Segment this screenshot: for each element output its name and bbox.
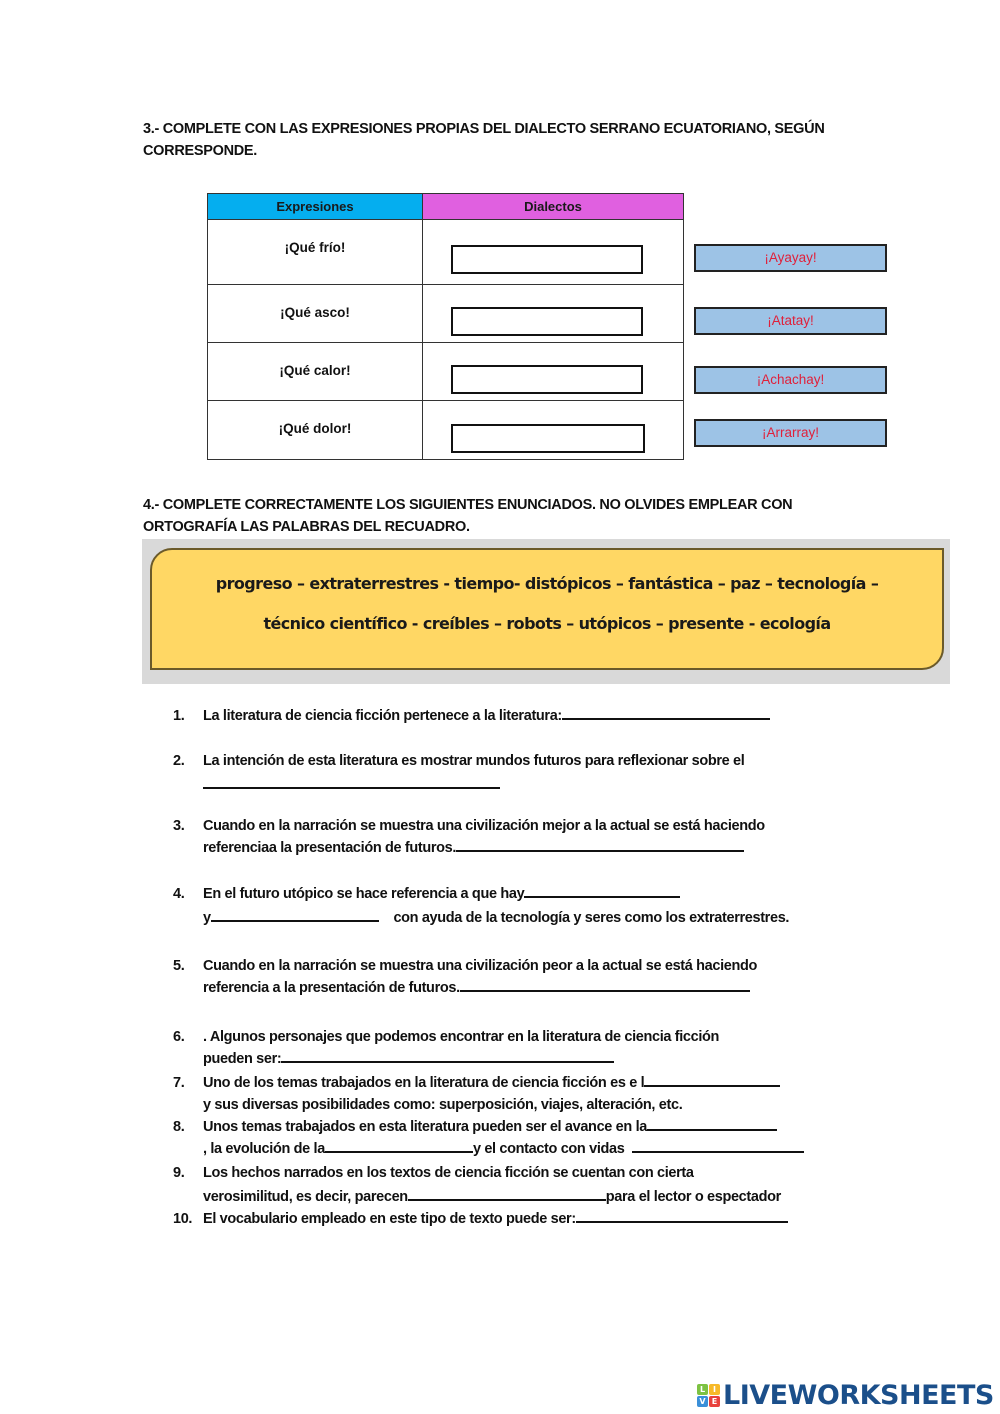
question-text: , la evolución de la bbox=[203, 1141, 325, 1157]
answer-blank-8b[interactable] bbox=[325, 1138, 473, 1153]
table-row bbox=[208, 220, 684, 285]
question-6: . Algunos personajes que podemos encontrar en la literatura de ciencia ficción bbox=[203, 1029, 720, 1045]
draggable-option-atatay[interactable]: ¡Atatay! bbox=[694, 307, 887, 335]
word-bank-line-1: progreso – extraterrestres - tiempo- distópicos – fantástica – paz – tecnología – bbox=[215, 574, 879, 593]
question-7-line-2: y sus diversas posibilidades como: superposición, viajes, alteración, etc. bbox=[203, 1097, 683, 1113]
expression-cell: ¡Qué dolor! bbox=[208, 401, 423, 460]
brand-name: LIVEWORKSHEETS bbox=[723, 1379, 994, 1411]
question-5: Cuando en la narración se muestra una civilización peor a la actual se está haciendo bbox=[203, 958, 758, 974]
dialect-table bbox=[207, 193, 684, 460]
question-number: 10. bbox=[173, 1211, 193, 1227]
question-number: 9. bbox=[173, 1165, 185, 1181]
draggable-option-arrarray[interactable]: ¡Arrarray! bbox=[694, 419, 887, 447]
answer-blank-7[interactable] bbox=[644, 1072, 780, 1087]
draggable-option-ayayay[interactable]: ¡Ayayay! bbox=[694, 244, 887, 272]
question-text: para el lector o espectador bbox=[605, 1189, 781, 1205]
header-dialectos: Dialectos bbox=[423, 194, 684, 220]
word-bank-line-2: técnico científico - creíbles – robots – utópicos – presente - ecología bbox=[263, 614, 831, 633]
section-3-heading: 3.- COMPLETE CON LAS EXPRESIONES PROPIAS DEL DIALECTO SERRANO ECUATORIANO, SEGÚN CORRESPONDE. bbox=[143, 121, 825, 159]
question-text: El vocabulario empleado en este tipo de texto puede ser: bbox=[203, 1211, 576, 1227]
question-text: verosimilitud, es decir, parecen bbox=[203, 1189, 408, 1205]
question-number: 8. bbox=[173, 1119, 185, 1135]
question-text: referencia a la presentación de futuros. bbox=[203, 980, 460, 996]
answer-blank-10[interactable] bbox=[576, 1208, 788, 1223]
question-2: La intención de esta literatura es mostrar mundos futuros para reflexionar sobre el bbox=[203, 753, 745, 769]
question-9-line-2 bbox=[203, 1186, 781, 1208]
question-3-line-2 bbox=[203, 837, 744, 859]
answer-blank-3[interactable] bbox=[456, 837, 744, 852]
answer-blank-2[interactable] bbox=[203, 774, 500, 789]
dialect-drop-zone-3[interactable] bbox=[451, 365, 643, 394]
table-row bbox=[208, 285, 684, 343]
question-text: pueden ser: bbox=[203, 1051, 282, 1067]
answer-blank-6[interactable] bbox=[281, 1048, 614, 1063]
question-number: 2. bbox=[173, 753, 185, 769]
question-text: referenciaa la presentación de futuros. bbox=[203, 840, 457, 856]
header-expresiones: Expresiones bbox=[208, 194, 423, 220]
question-2-line-2 bbox=[203, 774, 500, 796]
question-text: y bbox=[203, 910, 211, 926]
question-text: con ayuda de la tecnología y seres como los extraterrestres. bbox=[393, 910, 790, 926]
question-number: 3. bbox=[173, 818, 185, 834]
answer-blank-1[interactable] bbox=[562, 705, 770, 720]
answer-blank-4b[interactable] bbox=[211, 907, 379, 922]
answer-blank-5[interactable] bbox=[460, 977, 750, 992]
question-text: La literatura de ciencia ficción pertenece a la literatura: bbox=[203, 708, 562, 724]
liveworksheets-logo bbox=[697, 1380, 994, 1410]
live-grid-icon: L I V E bbox=[697, 1384, 720, 1407]
answer-blank-9[interactable] bbox=[408, 1186, 606, 1201]
dialect-cell bbox=[423, 220, 684, 285]
expression-cell: ¡Qué frío! bbox=[208, 220, 423, 285]
question-7 bbox=[203, 1072, 780, 1094]
dialect-cell bbox=[423, 343, 684, 401]
question-number: 7. bbox=[173, 1075, 185, 1091]
question-3: Cuando en la narración se muestra una civilización mejor a la actual se está haciendo bbox=[203, 818, 765, 834]
word-bank bbox=[150, 548, 944, 670]
question-text: Unos temas trabajados en esta literatura pueden ser el avance en la bbox=[203, 1119, 647, 1135]
dialect-drop-zone-4[interactable] bbox=[451, 424, 645, 453]
question-9: Los hechos narrados en los textos de ciencia ficción se cuentan con cierta bbox=[203, 1165, 694, 1181]
question-1 bbox=[203, 705, 770, 727]
question-text: En el futuro utópico se hace referencia a que hay bbox=[203, 886, 525, 902]
table-row bbox=[208, 343, 684, 401]
draggable-option-achachay[interactable]: ¡Achachay! bbox=[694, 366, 887, 394]
dialect-cell bbox=[423, 401, 684, 460]
question-text: y el contacto con vidas bbox=[472, 1141, 625, 1157]
dialect-drop-zone-1[interactable] bbox=[451, 245, 643, 274]
question-number: 1. bbox=[173, 708, 185, 724]
question-4-line-2 bbox=[203, 907, 789, 929]
question-5-line-2 bbox=[203, 977, 750, 999]
question-number: 4. bbox=[173, 886, 185, 902]
answer-blank-8c[interactable] bbox=[632, 1138, 804, 1153]
question-4 bbox=[203, 883, 680, 905]
question-8 bbox=[203, 1116, 777, 1138]
answer-blank-8a[interactable] bbox=[647, 1116, 777, 1131]
question-number: 5. bbox=[173, 958, 185, 974]
question-text: Uno de los temas trabajados en la literatura de ciencia ficción es e l bbox=[203, 1075, 645, 1091]
answer-blank-4a[interactable] bbox=[524, 883, 680, 898]
question-number: 6. bbox=[173, 1029, 185, 1045]
table-row bbox=[208, 401, 684, 460]
question-8-line-2 bbox=[203, 1138, 804, 1160]
expression-cell: ¡Qué asco! bbox=[208, 285, 423, 343]
dialect-drop-zone-2[interactable] bbox=[451, 307, 643, 336]
section-4-heading: 4.- COMPLETE CORRECTAMENTE LOS SIGUIENTES ENUNCIADOS. NO OLVIDES EMPLEAR CON ORTOGRAFÍA LAS PALABRAS DEL RECUADRO. bbox=[143, 497, 793, 535]
question-6-line-2 bbox=[203, 1048, 614, 1070]
dialect-cell bbox=[423, 285, 684, 343]
question-10 bbox=[203, 1208, 788, 1230]
expression-cell: ¡Qué calor! bbox=[208, 343, 423, 401]
